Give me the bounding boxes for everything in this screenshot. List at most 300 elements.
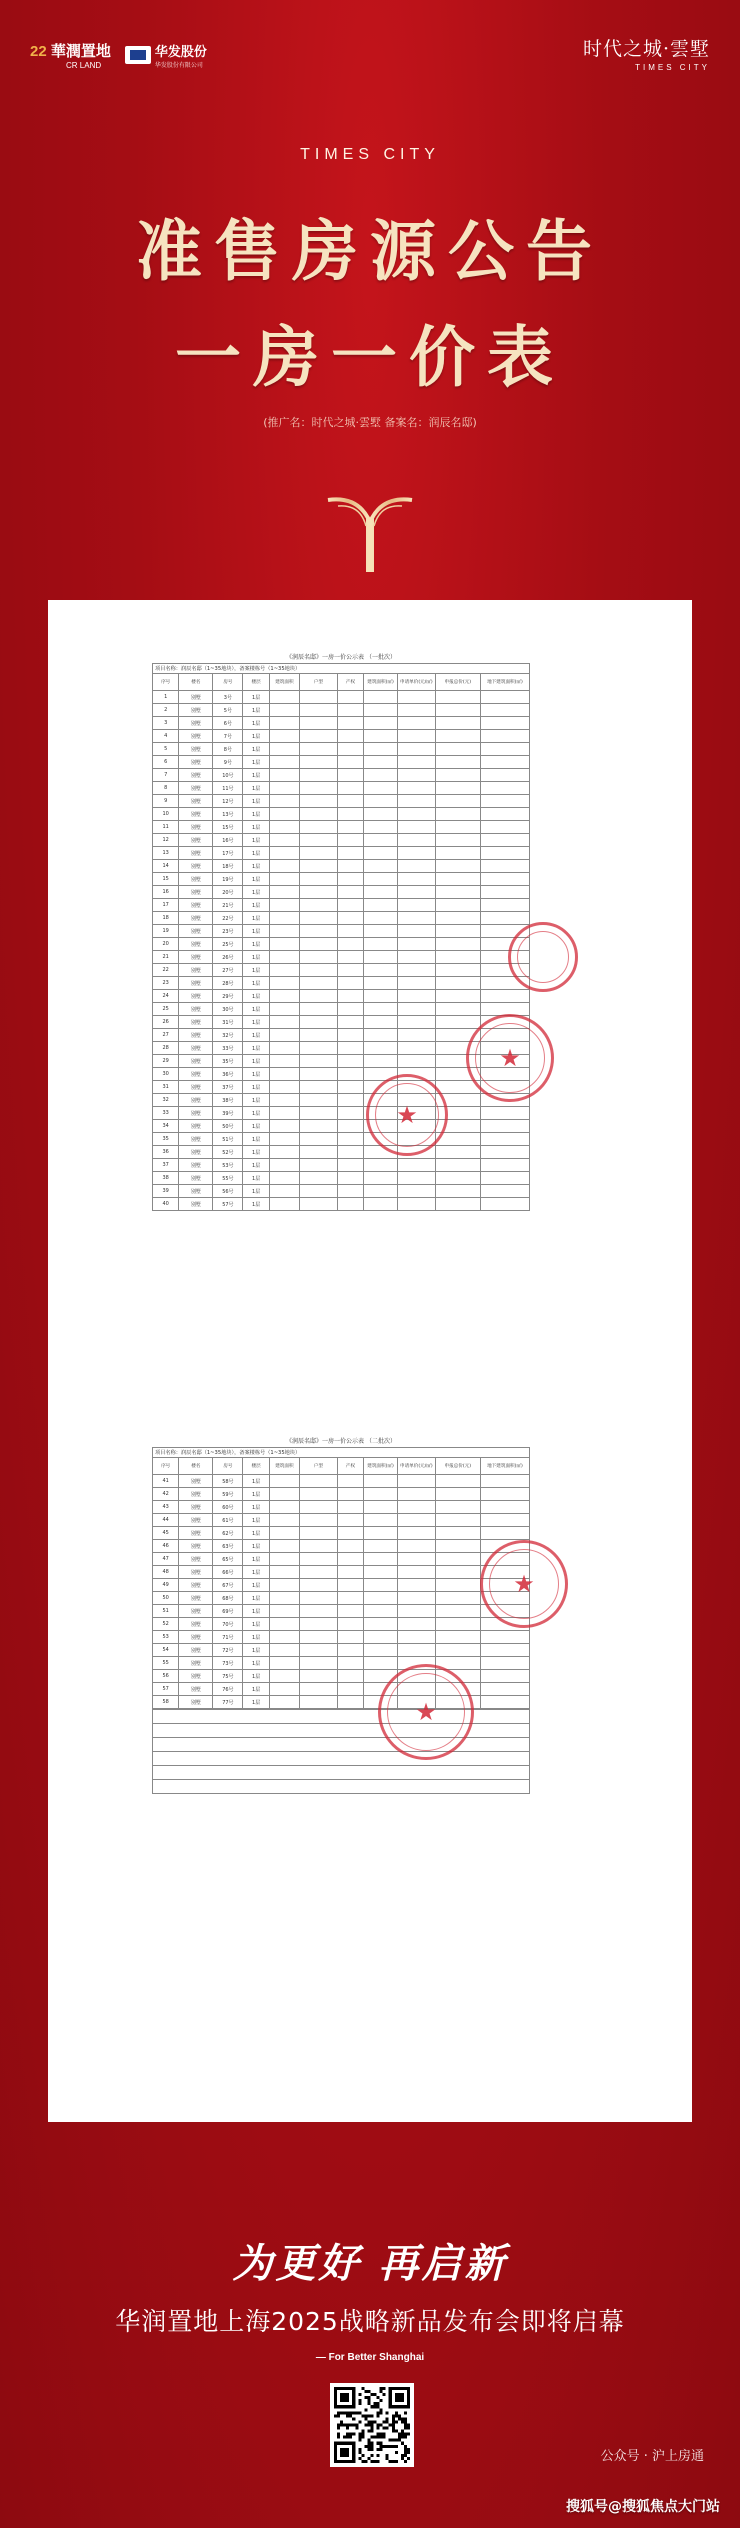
table-cell: 10号 <box>213 769 243 782</box>
table-cell <box>337 860 363 873</box>
table-cell: 46 <box>153 1540 179 1553</box>
times-city-wordmark: TIMES CITY <box>300 146 440 163</box>
table-cell: 63号 <box>213 1540 243 1553</box>
table-cell <box>337 912 363 925</box>
table-cell <box>299 821 337 834</box>
table-cell <box>435 964 480 977</box>
table-cell <box>480 1159 529 1172</box>
table-cell <box>397 743 435 756</box>
stamp-star-icon: ★ <box>415 1698 437 1726</box>
table-cell <box>269 1475 299 1488</box>
column-header: 楼层 <box>243 1458 269 1475</box>
table-cell: 别墅 <box>179 691 213 704</box>
table-row <box>153 1657 530 1670</box>
table-cell <box>337 1081 363 1094</box>
table-cell <box>364 691 398 704</box>
table-cell: 别墅 <box>179 1107 213 1120</box>
table-cell <box>269 1501 299 1514</box>
table-cell <box>299 990 337 1003</box>
table-cell: 1层 <box>243 886 269 899</box>
table-cell: 1层 <box>243 1081 269 1094</box>
table-cell <box>397 782 435 795</box>
table-cell: 26 <box>153 1016 179 1029</box>
table-row <box>153 1644 530 1657</box>
table-cell: 1层 <box>243 1540 269 1553</box>
table-cell <box>299 1514 337 1527</box>
table-cell: 54 <box>153 1644 179 1657</box>
table-cell: 59号 <box>213 1488 243 1501</box>
table-cell <box>269 1618 299 1631</box>
table-cell <box>269 795 299 808</box>
table-cell: 66号 <box>213 1566 243 1579</box>
table-cell: 30号 <box>213 1003 243 1016</box>
table-cell <box>397 1514 435 1527</box>
table-cell: 1层 <box>243 717 269 730</box>
table-cell <box>364 1042 398 1055</box>
table-cell: 50 <box>153 1592 179 1605</box>
table-cell <box>299 1527 337 1540</box>
table-cell <box>337 1029 363 1042</box>
table-row <box>153 808 530 821</box>
huafa-logo-icon <box>125 46 151 64</box>
table-cell <box>435 886 480 899</box>
table-row <box>153 769 530 782</box>
table-cell: 1层 <box>243 925 269 938</box>
table-cell <box>435 1579 480 1592</box>
table-cell <box>435 1501 480 1514</box>
table-cell: 3号 <box>213 691 243 704</box>
column-header: 楼名 <box>179 1458 213 1475</box>
table-cell <box>299 717 337 730</box>
table-cell <box>480 1670 529 1683</box>
table-cell: 1层 <box>243 1042 269 1055</box>
table-cell <box>435 1198 480 1211</box>
table-cell <box>397 1579 435 1592</box>
table-cell: 别墅 <box>179 821 213 834</box>
table-cell <box>364 769 398 782</box>
table-row <box>153 1198 530 1211</box>
table-cell <box>480 743 529 756</box>
table-cell <box>435 1631 480 1644</box>
table-cell <box>435 1527 480 1540</box>
table-cell <box>299 1172 337 1185</box>
table-cell: 53 <box>153 1631 179 1644</box>
table-cell <box>435 1172 480 1185</box>
table-cell: 10 <box>153 808 179 821</box>
table-cell <box>299 1501 337 1514</box>
table-cell: 32号 <box>213 1029 243 1042</box>
price-sheet-2 <box>152 1434 530 1794</box>
table-row <box>153 743 530 756</box>
table-cell <box>299 808 337 821</box>
table-cell: 别墅 <box>179 1172 213 1185</box>
table-cell <box>269 821 299 834</box>
table-cell <box>397 1553 435 1566</box>
table-cell <box>299 925 337 938</box>
column-header: 地下建筑面积(㎡) <box>480 674 529 691</box>
table-cell <box>337 1605 363 1618</box>
table-cell <box>269 1540 299 1553</box>
table-cell <box>269 925 299 938</box>
table-cell: 1层 <box>243 1592 269 1605</box>
table-cell <box>435 1185 480 1198</box>
table-cell <box>337 977 363 990</box>
table-cell: 76号 <box>213 1683 243 1696</box>
cr-land-logo-sub: CR LAND <box>66 61 102 70</box>
table-cell: 3 <box>153 717 179 730</box>
table-cell <box>480 1514 529 1527</box>
table-row <box>153 860 530 873</box>
table-cell: 57 <box>153 1683 179 1696</box>
table-cell: 别墅 <box>179 1527 213 1540</box>
table-cell: 23号 <box>213 925 243 938</box>
table-cell <box>299 1566 337 1579</box>
table-cell: 20 <box>153 938 179 951</box>
table-cell <box>480 691 529 704</box>
footer-slogan: 为更好 再启新 <box>232 2241 508 2287</box>
table-cell <box>269 1081 299 1094</box>
table-cell <box>337 964 363 977</box>
table-cell <box>337 1488 363 1501</box>
table-cell <box>269 873 299 886</box>
table-cell <box>269 847 299 860</box>
table-cell <box>435 951 480 964</box>
table-cell <box>269 1055 299 1068</box>
table-cell <box>397 1501 435 1514</box>
table-cell <box>269 1042 299 1055</box>
table-cell: 别墅 <box>179 717 213 730</box>
table-cell: 55号 <box>213 1172 243 1185</box>
table-cell <box>299 1198 337 1211</box>
table-cell <box>397 1540 435 1553</box>
table-cell <box>269 691 299 704</box>
table-cell <box>269 1696 299 1709</box>
table-cell <box>397 951 435 964</box>
table-cell: 别墅 <box>179 1055 213 1068</box>
table-cell <box>480 1696 529 1709</box>
table-row <box>153 1618 530 1631</box>
table-cell: 1层 <box>243 1488 269 1501</box>
table-row <box>153 1185 530 1198</box>
table-cell <box>435 1605 480 1618</box>
table-cell <box>269 1016 299 1029</box>
table-cell <box>435 1475 480 1488</box>
table-cell: 49 <box>153 1579 179 1592</box>
table-cell: 12 <box>153 834 179 847</box>
table-row <box>153 847 530 860</box>
table-cell <box>299 1081 337 1094</box>
table-cell <box>337 925 363 938</box>
table-cell: 别墅 <box>179 795 213 808</box>
table-cell <box>364 1540 398 1553</box>
table-cell <box>299 873 337 886</box>
table-cell <box>337 1657 363 1670</box>
table-cell: 19 <box>153 925 179 938</box>
table-cell: 43 <box>153 1501 179 1514</box>
table-cell: 1层 <box>243 1185 269 1198</box>
table-cell <box>337 1042 363 1055</box>
table-row <box>153 1683 530 1696</box>
table-cell: 52号 <box>213 1146 243 1159</box>
table-row <box>153 886 530 899</box>
table-cell <box>435 847 480 860</box>
table-cell: 38 <box>153 1172 179 1185</box>
table-cell <box>269 1159 299 1172</box>
table-cell <box>480 1198 529 1211</box>
table-cell: 1层 <box>243 1120 269 1133</box>
table-cell <box>364 1488 398 1501</box>
table-cell: 别墅 <box>179 1094 213 1107</box>
table-cell: 27号 <box>213 964 243 977</box>
table-cell <box>397 795 435 808</box>
table-cell: 1层 <box>243 1016 269 1029</box>
table-cell <box>435 769 480 782</box>
table-cell: 36号 <box>213 1068 243 1081</box>
table-cell: 1层 <box>243 1146 269 1159</box>
table-cell <box>364 1475 398 1488</box>
table-cell: 别墅 <box>179 1133 213 1146</box>
table-cell <box>337 899 363 912</box>
table-cell: 别墅 <box>179 1042 213 1055</box>
table-cell <box>397 964 435 977</box>
table-row <box>153 899 530 912</box>
promo-name-line: (推广名：时代之城·雲墅 备案名：润辰名邸) <box>263 416 477 429</box>
table-cell: 1层 <box>243 1618 269 1631</box>
cr-land-logo-text: 華潤置地 <box>50 43 111 60</box>
table-cell <box>364 821 398 834</box>
table-cell <box>299 1055 337 1068</box>
table-cell <box>299 769 337 782</box>
table-cell: 1层 <box>243 756 269 769</box>
table-cell: 9号 <box>213 756 243 769</box>
table-cell <box>337 691 363 704</box>
table-cell: 别墅 <box>179 1029 213 1042</box>
table-cell <box>364 743 398 756</box>
table-cell <box>364 730 398 743</box>
table-cell <box>337 743 363 756</box>
table-row <box>153 691 530 704</box>
sheet-2-notes <box>152 1709 530 1794</box>
table-cell <box>480 1172 529 1185</box>
table-cell <box>299 1579 337 1592</box>
table-cell <box>269 808 299 821</box>
table-cell: 69号 <box>213 1605 243 1618</box>
table-cell: 1层 <box>243 1527 269 1540</box>
table-cell <box>397 1042 435 1055</box>
table-cell <box>269 951 299 964</box>
table-cell <box>480 912 529 925</box>
table-cell: 58号 <box>213 1475 243 1488</box>
table-row <box>153 1172 530 1185</box>
table-cell <box>299 1003 337 1016</box>
table-cell <box>435 730 480 743</box>
table-cell: 1层 <box>243 1566 269 1579</box>
table-cell: 8 <box>153 782 179 795</box>
table-cell: 32 <box>153 1094 179 1107</box>
table-row <box>153 1120 530 1133</box>
table-cell <box>435 1003 480 1016</box>
table-cell <box>397 1605 435 1618</box>
table-cell <box>435 1644 480 1657</box>
table-cell <box>480 782 529 795</box>
table-row <box>153 1631 530 1644</box>
table-cell: 1层 <box>243 782 269 795</box>
table-cell <box>364 925 398 938</box>
column-header: 户型 <box>299 674 337 691</box>
table-cell <box>397 938 435 951</box>
table-cell <box>397 1566 435 1579</box>
table-cell <box>397 899 435 912</box>
table-cell: 1层 <box>243 847 269 860</box>
table-row <box>153 1501 530 1514</box>
table-cell <box>397 1631 435 1644</box>
table-cell: 别墅 <box>179 1631 213 1644</box>
table-cell <box>480 834 529 847</box>
table-cell <box>299 1696 337 1709</box>
table-cell: 1层 <box>243 1605 269 1618</box>
table-cell <box>397 1488 435 1501</box>
table-cell: 别墅 <box>179 1003 213 1016</box>
table-cell <box>397 1644 435 1657</box>
table-cell <box>397 1055 435 1068</box>
table-cell: 24 <box>153 990 179 1003</box>
table-row <box>153 717 530 730</box>
table-cell <box>480 1475 529 1488</box>
header-logos-left <box>30 38 207 72</box>
table-cell: 1层 <box>243 899 269 912</box>
sheet-1-title: 《润辰名邸》一房一价公示表 （一批次） <box>286 654 396 661</box>
table-cell: 1层 <box>243 1172 269 1185</box>
t-emblem-icon <box>324 492 416 574</box>
table-cell <box>269 1094 299 1107</box>
table-cell: 别墅 <box>179 1159 213 1172</box>
table-cell <box>299 1553 337 1566</box>
table-row <box>153 1159 530 1172</box>
column-header: 序号 <box>153 1458 179 1475</box>
table-cell: 30 <box>153 1068 179 1081</box>
table-cell <box>337 1501 363 1514</box>
column-header: 产权 <box>337 674 363 691</box>
table-cell: 27 <box>153 1029 179 1042</box>
table-cell: 56 <box>153 1670 179 1683</box>
table-cell: 67号 <box>213 1579 243 1592</box>
table-cell: 1层 <box>243 1579 269 1592</box>
table-cell <box>397 1172 435 1185</box>
table-cell: 23 <box>153 977 179 990</box>
table-cell <box>435 717 480 730</box>
table-cell: 68号 <box>213 1592 243 1605</box>
table-cell <box>364 1657 398 1670</box>
table-cell <box>435 1540 480 1553</box>
table-row <box>153 1579 530 1592</box>
table-cell <box>364 1631 398 1644</box>
table-cell <box>364 1159 398 1172</box>
table-row <box>153 912 530 925</box>
column-header: 建筑面积 <box>269 1458 299 1475</box>
table-cell <box>299 1016 337 1029</box>
table-cell <box>337 834 363 847</box>
table-cell: 1层 <box>243 730 269 743</box>
table-cell: 31号 <box>213 1016 243 1029</box>
table-cell <box>397 847 435 860</box>
table-cell: 1层 <box>243 977 269 990</box>
table-cell <box>435 1514 480 1527</box>
table-cell: 别墅 <box>179 1068 213 1081</box>
table-cell: 26号 <box>213 951 243 964</box>
table-cell <box>364 873 398 886</box>
table-cell <box>269 1592 299 1605</box>
table-cell <box>299 1618 337 1631</box>
table-cell: 16号 <box>213 834 243 847</box>
table-cell <box>337 1185 363 1198</box>
table-cell <box>364 1501 398 1514</box>
qr-code[interactable] <box>330 2383 414 2467</box>
table-cell <box>397 1198 435 1211</box>
table-cell <box>364 1016 398 1029</box>
table-row <box>153 1133 530 1146</box>
table-cell <box>480 873 529 886</box>
table-cell <box>397 1003 435 1016</box>
table-cell: 50号 <box>213 1120 243 1133</box>
times-city-logo <box>583 34 710 72</box>
table-cell: 45 <box>153 1527 179 1540</box>
column-header: 房号 <box>213 1458 243 1475</box>
table-cell: 1层 <box>243 834 269 847</box>
table-cell: 别墅 <box>179 925 213 938</box>
table-cell: 别墅 <box>179 730 213 743</box>
table-cell <box>480 1120 529 1133</box>
table-cell <box>364 834 398 847</box>
table-cell <box>299 782 337 795</box>
table-cell <box>269 1488 299 1501</box>
table-cell: 别墅 <box>179 756 213 769</box>
table-cell <box>397 1159 435 1172</box>
column-header: 建筑面积 <box>269 674 299 691</box>
table-cell: 1层 <box>243 1055 269 1068</box>
table-cell: 7 <box>153 769 179 782</box>
table-cell <box>269 1514 299 1527</box>
table-cell <box>397 756 435 769</box>
table-cell <box>337 808 363 821</box>
table-cell: 别墅 <box>179 912 213 925</box>
table-cell: 别墅 <box>179 1579 213 1592</box>
table-cell: 别墅 <box>179 938 213 951</box>
table-cell: 8号 <box>213 743 243 756</box>
table-cell <box>337 1696 363 1709</box>
table-cell <box>397 1475 435 1488</box>
table-cell <box>435 938 480 951</box>
column-header: 申报总价(元) <box>435 1458 480 1475</box>
wechat-watermark: 公众号 · 沪上房通 <box>600 2449 704 2464</box>
table-cell <box>269 886 299 899</box>
table-cell <box>435 1592 480 1605</box>
table-cell: 12号 <box>213 795 243 808</box>
table-row <box>153 977 530 990</box>
table-cell <box>364 704 398 717</box>
table-cell <box>435 873 480 886</box>
table-cell <box>364 1553 398 1566</box>
table-cell: 29号 <box>213 990 243 1003</box>
table-cell <box>337 1592 363 1605</box>
table-cell <box>480 1657 529 1670</box>
table-cell <box>364 1527 398 1540</box>
table-cell <box>397 1016 435 1029</box>
table-cell <box>337 1003 363 1016</box>
table-cell <box>337 1120 363 1133</box>
table-cell: 别墅 <box>179 1670 213 1683</box>
table-cell <box>364 808 398 821</box>
table-cell: 55 <box>153 1657 179 1670</box>
